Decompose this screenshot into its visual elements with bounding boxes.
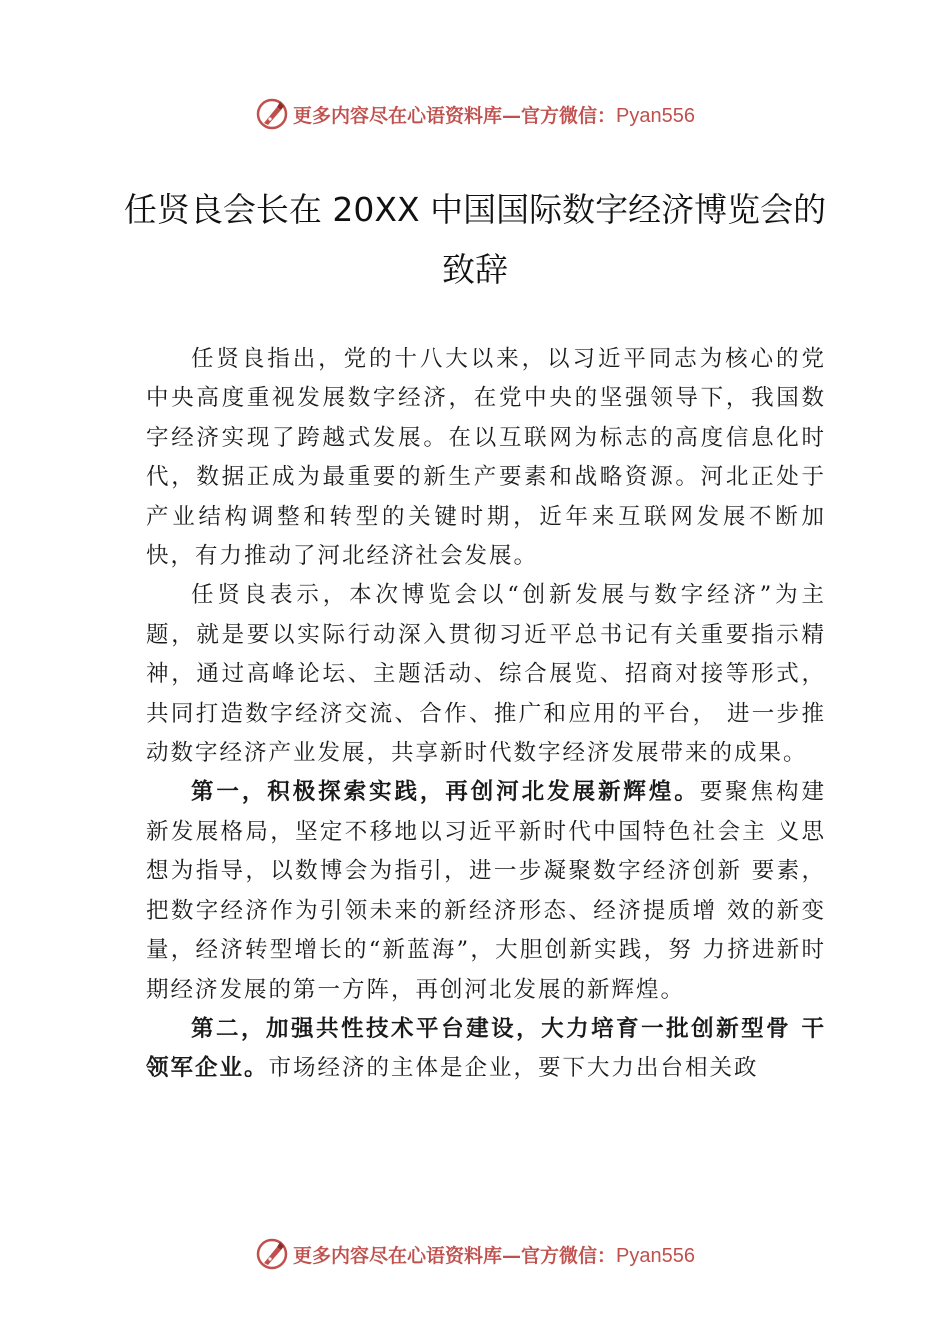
footer-banner-handle: Pyan556 (616, 1244, 695, 1267)
pen-nib-icon (255, 1237, 289, 1271)
paragraph: 任贤良指出，党的十八大以来，以习近平同志为核心的党中央高度重视发展数字经济，在党中央的坚强领导下，我国数字经济实现了跨越式发展。在以互联网为标志的高度信息化时代，数据正成为最重要的新生产要素和战略资源。河北正处于产业结构调整和转型的关键时期，近年来互联网发展不断加快，有力推动了河北经济社会发展。 (146, 346, 826, 570)
paragraph-lead-bold: 第二，加强共性技术平台建设，大力培育一批创新型骨 干领军企业。 (146, 1015, 826, 1082)
header-banner (0, 94, 950, 134)
paragraph: 第二，加强共性技术平台建设，大力培育一批创新型骨 干领军企业。市场经济的主体是企业，要下大力出台相关政 (146, 1015, 826, 1082)
footer-banner (0, 1234, 950, 1274)
header-banner-text: 更多内容尽在心语资料库—官方微信：Pyan556 (293, 104, 695, 127)
pen-nib-icon (255, 97, 289, 131)
paragraph: 任贤良表示，本次博览会以“创新发展与数字经济”为主题，就是要以实际行动深入贯彻习近平总书记有关重要指示精神，通过高峰论坛、主题活动、综合展览、招商对接等形式，共同打造数字经济交流、合作、推广和应用的平台， 进一步推动数字经济产业发展，共享新时代数字经济发展带来的成果。 (146, 582, 826, 767)
header-banner-handle: Pyan556 (616, 104, 695, 127)
document-title: 任贤良会长在 20XX 中国国际数字经济博览会的致辞 (123, 190, 827, 289)
document-body (146, 340, 826, 1089)
footer-banner-text: 更多内容尽在心语资料库—官方微信：Pyan556 (293, 1244, 695, 1267)
paragraph-lead-bold: 第一，积极探索实践，再创河北发展新辉煌。 (191, 779, 700, 806)
paragraph: 第一，积极探索实践，再创河北发展新辉煌。要聚焦构建新发展格局，坚定不移地以习近平新时代中国特色社会主 义思想为指导，以数博会为指引，进一步凝聚数字经济创新 要素，把数字经济作为引领未来的新经济形态、经济提质增 效的新变量，经济转型增长的“新蓝海”，大胆创新实践，努 力挤进新时期经济发展的第一方阵，再创河北发展的新辉煌。 (146, 779, 826, 1003)
